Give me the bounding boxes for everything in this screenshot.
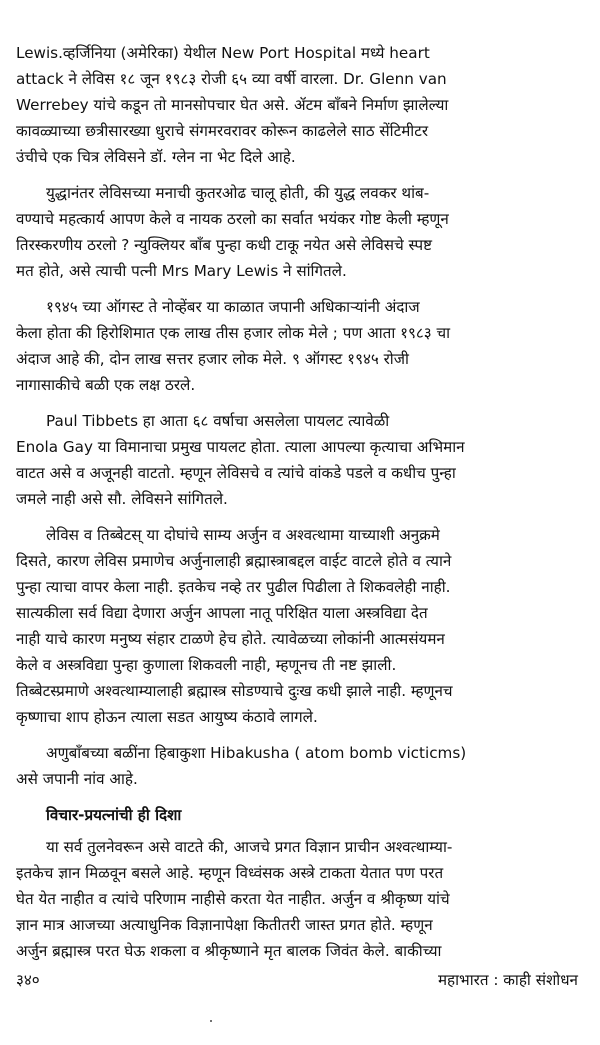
paragraph-5 [16,522,578,730]
text-line: कावळ्याच्या छत्रीसारख्या धुराचे संगमरवरावर कोरून काढलेले साठ सेंटिमीटर [16,122,429,140]
text-line: घेत येत नाहीत व त्यांचे परिणाम नाहीसे करता येत नाहीत. अर्जुन व श्रीकृष्ण यांचे [16,890,450,908]
body-text [16,40,578,974]
text-line: सात्यकीला सर्व विद्या देणारा अर्जुन आपला नातू परिक्षित याला अस्त्रविद्या देत [16,604,428,622]
paragraph-7 [16,834,578,964]
text-line: दिसते, कारण लेविस प्रमाणेच अर्जुनालाही ब्रह्मास्त्राबद्दल वाईट वाटले होते व त्याने [16,552,452,570]
text-line: युद्धानंतर लेविसच्या मनाची कुतरओढ चालू होती, की युद्ध लवकर थांब- [46,184,430,202]
text-line: पुन्हा त्याचा वापर केला नाही. इतकेच नव्हे तर पुढील पिढीला ते शिकवलेही नाही. [16,578,451,596]
text-line: वण्याचे महत्कार्य आपण केले व नायक ठरलो का सर्वात भयंकर गोष्ट केली म्हणून [16,210,449,228]
page-footer [16,970,578,990]
text-line: Paul Tibbets हा आता ६८ वर्षाचा असलेला पायलट त्यावेळी [46,412,390,430]
paragraph-4 [16,408,578,512]
text-line: मत होते, असे त्याची पत्नी Mrs Mary Lewis ने सांगितले. [16,262,347,280]
text-line: तिरस्करणीय ठरलो ? न्युक्लियर बॉंब पुन्हा कधी टाकू नयेत असे लेविसचे स्पष्ट [16,236,432,254]
paragraph-1 [16,40,578,170]
text-line: लेविस व तिब्बेटस् या दोघांचे साम्य अर्जुन व अश्वत्थामा याच्याशी अनुक्रमे [46,526,440,544]
section-heading: विचार-प्रयत्नांची ही दिशा [46,806,182,824]
text-line: उंचीचे एक चित्र लेविसने डॉ. ग्लेन ना भेट दिले आहे. [16,148,296,166]
text-line: १९४५ च्या ऑगस्ट ते नोव्हेंबर या काळात जपानी अधिकाऱ्यांनी अंदाज [46,298,420,316]
text-line: अणुबॉंबच्या बळींना हिबाकुशा Hibakusha ( atom bomb victicms) [46,744,467,762]
paragraph-2 [16,180,578,284]
text-line: तिब्बेटस्प्रमाणे अश्वत्थाम्यालाही ब्रह्मास्त्र सोडण्याचे दुःख कधी झाले नाही. म्हणूनच [16,682,453,700]
paragraph-3 [16,294,578,398]
page-number: ३४० [16,971,40,989]
text-line: ज्ञान मात्र आजच्या अत्याधुनिक विज्ञानापेक्षा कितीतरी जास्त प्रगत होते. म्हणून [16,916,433,934]
text-line: अंदाज आहे की, दोन लाख सत्तर हजार लोक मेले. ९ ऑगस्ट १९४५ रोजी [16,350,409,368]
text-line: कृष्णाचा शाप होऊन त्याला सडत आयुष्य कंठावे लागले. [16,708,318,726]
text-line: attack ने लेविस १८ जून १९८३ रोजी ६५ व्या वर्षी वारला. Dr. Glenn van [16,70,447,88]
text-line: केले व अस्त्रविद्या पुन्हा कुणाला शिकवली नाही, म्हणूनच ती नष्ट झाली. [16,656,397,674]
text-line: नागासाकीचे बळी एक लक्ष ठरले. [16,376,196,394]
text-line: इतकेच ज्ञान मिळवून बसले आहे. म्हणून विध्वंसक अस्त्रे टाकता येतात पण परत [16,864,444,882]
text-line: केला होता की हिरोशिमात एक लाख तीस हजार लोक मेले ; पण आता १९८३ चा [16,324,451,342]
text-line: असे जपानी नांव आहे. [16,770,138,788]
running-title: महाभारत : काही संशोधन [437,971,578,989]
paragraph-6 [16,740,578,792]
text-line: Enola Gay या विमानाचा प्रमुख पायलट होता. त्याला आपल्या कृत्याचा अभिमान [16,438,465,456]
text-line: नाही याचे कारण मनुष्य संहार टाळणे हेच होते. त्यावेळच्या लोकांनी आत्मसंयमन [16,630,445,648]
text-line: अर्जुन ब्रह्मास्त्र परत घेऊ शकला व श्रीकृष्णाने मृत बालक जिवंत केले. बाकीच्या [16,942,442,960]
text-line: Werrebey यांचे कडून तो मानसोपचार घेत असे. ॲटम बॉंबने निर्माण झालेल्या [16,96,449,114]
text-line: या सर्व तुलनेवरून असे वाटते की, आजचे प्रगत विज्ञान प्राचीन अश्वत्थाम्या- [46,838,453,856]
text-line: Lewis.व्हर्जिनिया (अमेरिका) येथील New Port Hospital मध्ये heart [16,44,430,62]
text-line: जमले नाही असे सौ. लेविसने सांगितले. [16,490,228,508]
print-speck [210,1020,212,1022]
text-line: वाटत असे व अजूनही वाटतो. म्हणून लेविसचे व त्यांचे वांकडे पडले व कधीच पुन्हा [16,464,456,482]
